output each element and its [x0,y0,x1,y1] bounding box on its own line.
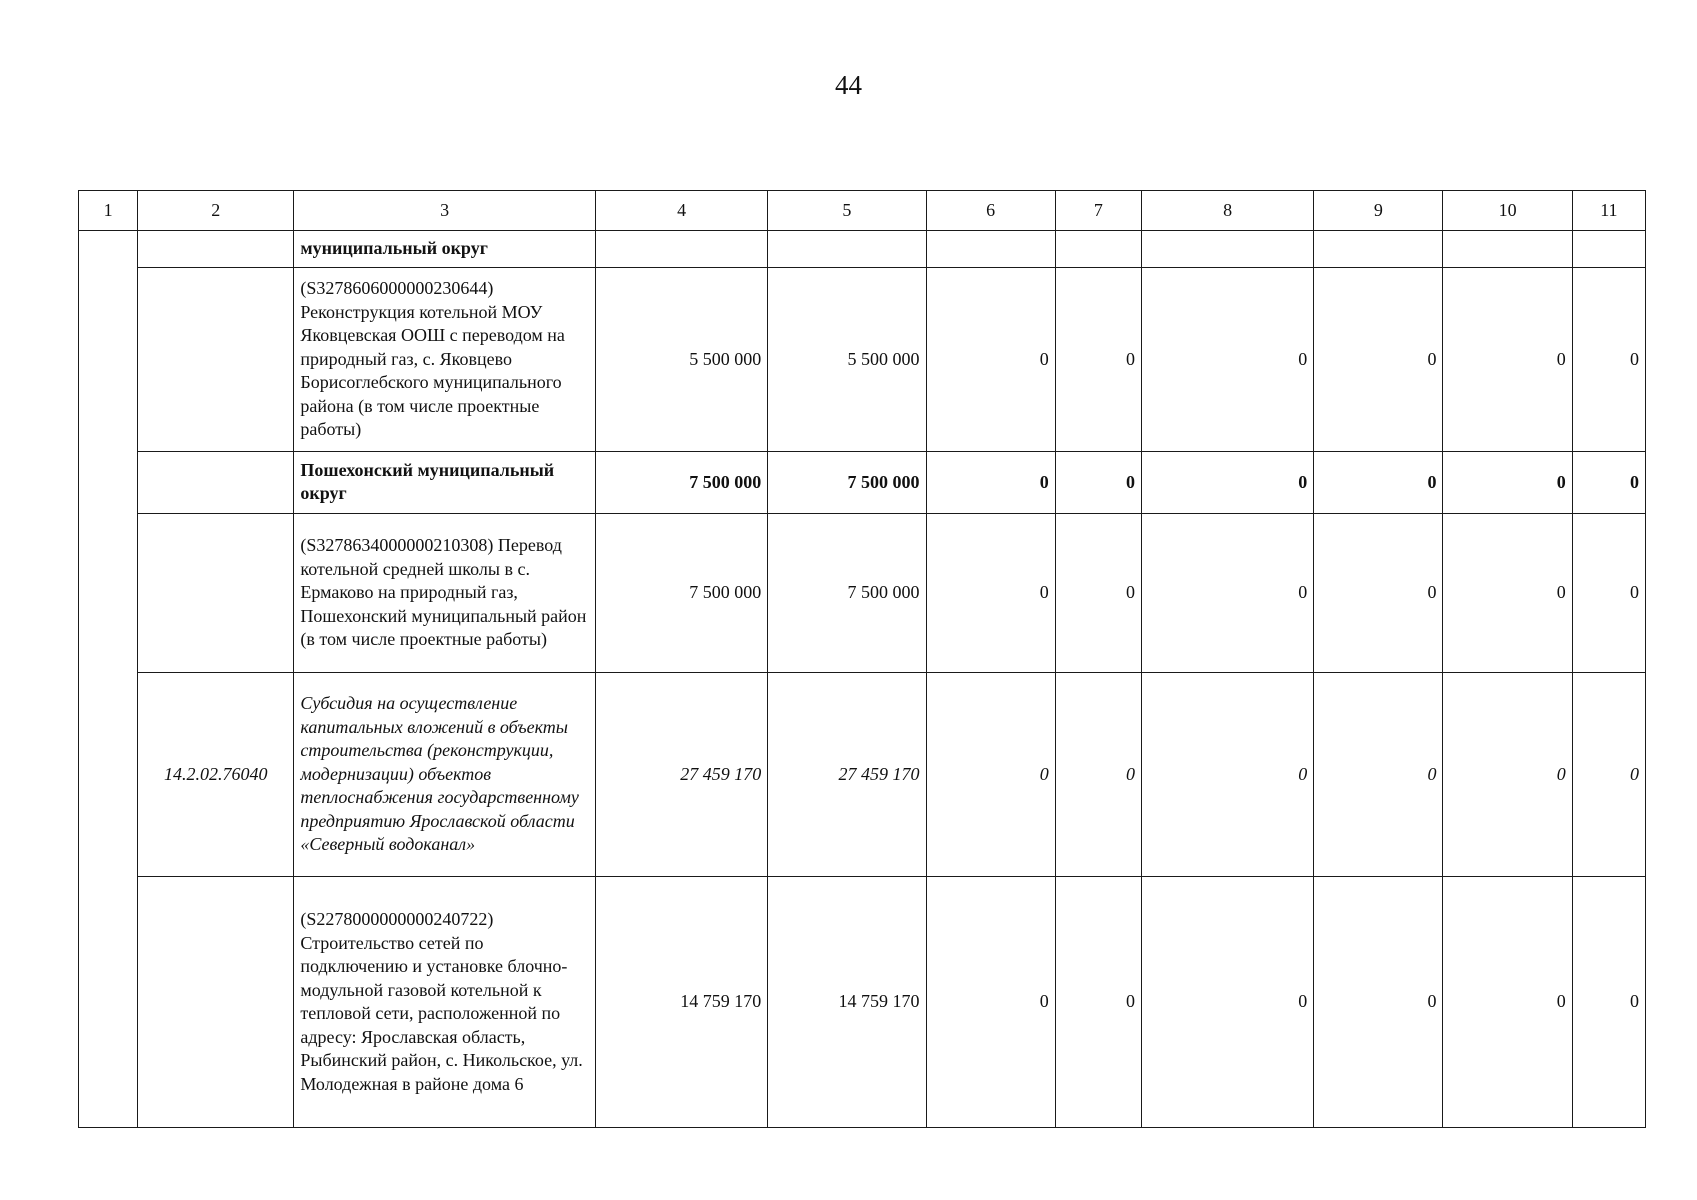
value-cell: 0 [1141,268,1313,452]
value-cell: 0 [1055,268,1141,452]
value-cell: 7 500 000 [768,451,926,513]
value-cell: 0 [1314,451,1443,513]
value-cell: 0 [926,268,1055,452]
column-header: 5 [768,191,926,231]
value-cell: 0 [1055,451,1141,513]
value-cell: 0 [1572,673,1645,877]
value-cell: 0 [1572,451,1645,513]
value-cell: 0 [926,451,1055,513]
name-cell: (S3278606000000230644) Реконструкция котельной МОУ Яковцевская ООШ с переводом на природный газ, с. Яковцево Борисоглебского муниципального района (в том числе проектные работы) [294,268,596,452]
name-cell: (S3278634000000210308) Перевод котельной средней школы в с. Ермаково на природный газ, Пошехонский муниципальный район (в том числе проектные работы) [294,513,596,672]
value-cell [1141,230,1313,268]
name-cell: муниципальный округ [294,230,596,268]
name-cell: Пошехонский муниципальный округ [294,451,596,513]
code-cell [138,230,294,268]
value-cell: 0 [1141,451,1313,513]
value-cell: 0 [1443,673,1572,877]
column-header: 3 [294,191,596,231]
column-header: 8 [1141,191,1313,231]
value-cell [1314,230,1443,268]
empty-cell [79,230,138,1127]
value-cell: 0 [1314,673,1443,877]
value-cell: 7 500 000 [595,451,767,513]
code-cell [138,451,294,513]
value-cell [1572,230,1645,268]
code-cell [138,513,294,672]
value-cell: 0 [1443,451,1572,513]
value-cell: 14 759 170 [768,877,926,1128]
value-cell: 5 500 000 [595,268,767,452]
value-cell: 0 [1141,513,1313,672]
value-cell [926,230,1055,268]
value-cell: 0 [1141,673,1313,877]
value-cell: 0 [926,673,1055,877]
code-cell [138,877,294,1128]
value-cell: 0 [1572,513,1645,672]
value-cell: 0 [1055,673,1141,877]
value-cell: 7 500 000 [595,513,767,672]
value-cell [595,230,767,268]
column-header: 2 [138,191,294,231]
column-header: 10 [1443,191,1572,231]
value-cell: 0 [1055,877,1141,1128]
value-cell: 0 [1055,513,1141,672]
page-number: 44 [835,70,862,100]
value-cell [768,230,926,268]
column-header: 6 [926,191,1055,231]
name-cell: Субсидия на осуществление капитальных вложений в объекты строительства (реконструкции, модернизации) объектов теплоснабжения государственному предприятию Ярославской области «Северный водоканал» [294,673,596,877]
value-cell: 0 [1314,513,1443,672]
value-cell: 27 459 170 [595,673,767,877]
column-header: 7 [1055,191,1141,231]
value-cell: 0 [926,513,1055,672]
value-cell: 0 [1314,877,1443,1128]
table-row [79,268,1646,452]
table-row [79,451,1646,513]
value-cell: 5 500 000 [768,268,926,452]
column-header: 4 [595,191,767,231]
value-cell: 0 [926,877,1055,1128]
table-row [79,673,1646,877]
value-cell: 7 500 000 [768,513,926,672]
value-cell [1443,230,1572,268]
value-cell: 0 [1443,877,1572,1128]
value-cell: 0 [1443,268,1572,452]
code-cell: 14.2.02.76040 [138,673,294,877]
column-header: 11 [1572,191,1645,231]
value-cell: 14 759 170 [595,877,767,1128]
budget-table [78,190,1646,1128]
code-cell [138,268,294,452]
value-cell: 0 [1572,268,1645,452]
value-cell: 0 [1443,513,1572,672]
value-cell: 27 459 170 [768,673,926,877]
value-cell: 0 [1141,877,1313,1128]
value-cell: 0 [1572,877,1645,1128]
column-header: 1 [79,191,138,231]
table-row [79,230,1646,268]
table-row [79,513,1646,672]
table-header-row [79,191,1646,231]
column-header: 9 [1314,191,1443,231]
name-cell: (S2278000000000240722) Строительство сетей по подключению и установке блочно-модульной газовой котельной к тепловой сети, расположенной по адресу: Ярославская область, Рыбинский район, с. Никольское, ул. Молодежная в районе дома 6 [294,877,596,1128]
table-row [79,877,1646,1128]
value-cell: 0 [1314,268,1443,452]
value-cell [1055,230,1141,268]
